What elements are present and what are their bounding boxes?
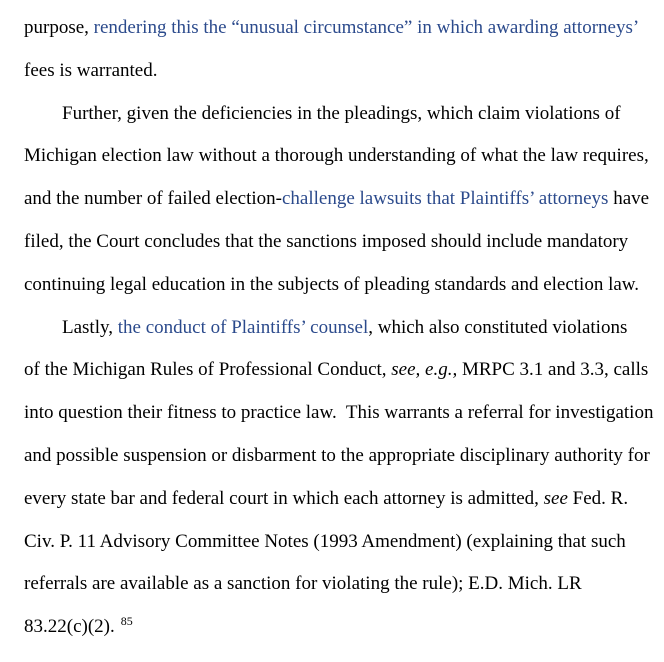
footnote-marker: 85 — [120, 614, 133, 629]
body-text: continuing legal education in the subjects of pleading standards and election law. — [24, 273, 640, 295]
link-text[interactable]: rendering this the “unusual circumstance” in which awarding attorneys’ — [93, 17, 640, 38]
link-text[interactable]: the conduct of Plaintiffs’ counsel — [117, 316, 369, 338]
body-text: Civ. P. 11 Advisory Committee Notes (1993 Amendment) (explaining that such — [24, 530, 626, 552]
text-line — [24, 349, 650, 392]
link-text[interactable]: challenge lawsuits that Plaintiffs’ attorneys — [281, 188, 609, 210]
text-line — [24, 563, 650, 606]
body-text: Lastly, — [62, 316, 118, 338]
body-text: referrals are available as a sanction for violating the rule); E.D. Mich. LR — [24, 573, 582, 595]
text-line — [24, 178, 650, 221]
text-line — [24, 50, 650, 93]
body-text: 83.22(c)(2). — [24, 616, 115, 638]
text-line — [24, 221, 650, 264]
body-text: and possible suspension or disbarment to the appropriate disciplinary authority for — [24, 444, 650, 466]
text-line — [24, 7, 650, 50]
body-text: have — [608, 188, 650, 210]
body-text: of the Michigan Rules of Professional Conduct, — [24, 359, 392, 381]
text-line — [24, 307, 650, 350]
text-line — [24, 392, 654, 435]
body-text: purpose, — [24, 17, 94, 38]
body-text: Michigan election law without a thorough understanding of what the law requires, — [24, 145, 649, 167]
body-text: every state bar and federal court in which each attorney is admitted, — [24, 487, 544, 509]
body-text: , which also constituted violations — [368, 316, 628, 338]
body-text: Further, given the deficiencies in the pleadings, which claim violations of — [62, 102, 621, 124]
body-text: and the number of failed election- — [24, 188, 282, 210]
text-line — [24, 521, 650, 564]
body-text: Fed. R. — [567, 487, 629, 509]
citation-signal-text: see, e.g., — [391, 359, 458, 381]
text-line — [24, 478, 650, 521]
body-text: fees is warranted. — [24, 59, 158, 81]
citation-signal-text: see — [543, 487, 568, 509]
text-line — [24, 264, 650, 307]
body-text: into question their fitness to practice law. This warrants a referral for investigation — [24, 402, 654, 424]
text-line — [24, 606, 650, 649]
text-line — [24, 135, 650, 178]
body-text: MRPC 3.1 and 3.3, calls — [457, 359, 649, 381]
text-line — [24, 93, 650, 136]
text-line — [24, 435, 650, 478]
body-text: filed, the Court concludes that the sanctions imposed should include mandatory — [24, 230, 629, 252]
